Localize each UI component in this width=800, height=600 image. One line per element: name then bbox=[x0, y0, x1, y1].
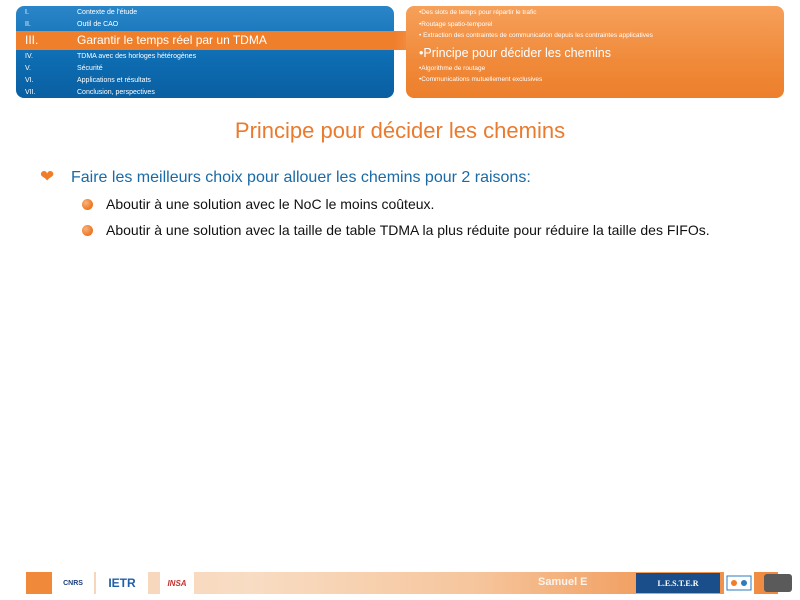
partner-emblem-icon bbox=[724, 572, 754, 594]
section-item-2[interactable]: •Routage spatio-temporel bbox=[419, 21, 493, 28]
outline-item-7[interactable] bbox=[16, 87, 394, 98]
bullet-level2-text: Aboutir à une solution avec le NoC le moins coûteux. bbox=[106, 196, 435, 212]
outline-item-label: Garantir le temps réel par un TDMA bbox=[77, 33, 267, 47]
outline-item-1[interactable] bbox=[16, 7, 394, 18]
outline-item-label: Conclusion, perspectives bbox=[77, 89, 155, 96]
outline-item-number: IV. bbox=[25, 53, 33, 60]
outline-item-4[interactable] bbox=[16, 51, 394, 62]
section-item-4-active[interactable]: •Principe pour décider les chemins bbox=[419, 46, 611, 60]
outline-panel bbox=[16, 6, 394, 98]
outline-item-2[interactable] bbox=[16, 19, 394, 30]
footer-accent-block bbox=[26, 572, 52, 594]
outline-item-number: II. bbox=[25, 21, 31, 28]
cnrs-logo: CNRS bbox=[52, 572, 94, 594]
outline-item-label: Contexte de l'étude bbox=[77, 9, 138, 16]
section-item-3[interactable]: • Extraction des contraintes de communication depuis les contraintes applicatives bbox=[419, 32, 653, 39]
section-item-5[interactable]: •Algorithme de routage bbox=[419, 65, 486, 72]
ietr-logo: IETR bbox=[96, 572, 148, 594]
outline-item-number: III. bbox=[25, 33, 39, 47]
outline-item-number: I. bbox=[25, 9, 29, 16]
section-item-1[interactable]: •Des slots de temps pour répartir le trafic bbox=[419, 9, 537, 16]
outline-item-number: V. bbox=[25, 65, 31, 72]
slide-title: Principe pour décider les chemins bbox=[234, 118, 566, 143]
heart-icon: ❤ bbox=[40, 167, 55, 186]
orange-dot-icon bbox=[82, 199, 93, 210]
partner-logo bbox=[724, 572, 754, 594]
outline-item-label: Outil de CAO bbox=[77, 21, 119, 28]
bullet-level2-text: Aboutir à une solution avec la taille de table TDMA la plus réduite pour réduire la taille des FIFOs. bbox=[106, 222, 710, 238]
bullet-level1-text: Faire les meilleurs choix pour allouer les chemins pour 2 raisons: bbox=[71, 169, 531, 186]
outline-item-label: Applications et résultats bbox=[77, 77, 151, 84]
section-panel bbox=[406, 6, 784, 98]
outline-item-5[interactable] bbox=[16, 63, 394, 74]
outline-item-label: TDMA avec des horloges hétérogènes bbox=[77, 53, 197, 60]
outline-item-label: Sécurité bbox=[77, 65, 103, 72]
lester-logo: L.E.S.T.E.R bbox=[636, 573, 720, 593]
outline-item-3-active[interactable] bbox=[16, 31, 394, 50]
insa-logo: INSA bbox=[160, 572, 194, 594]
section-item-6[interactable]: •Communications mutuellement exclusives bbox=[419, 76, 543, 83]
outline-item-number: VI. bbox=[25, 77, 34, 84]
outline-item-number: VII. bbox=[25, 89, 36, 96]
orange-dot-icon bbox=[82, 225, 93, 236]
outline-item-6[interactable] bbox=[16, 75, 394, 86]
author-name: Samuel E bbox=[538, 576, 588, 588]
page-number-box bbox=[764, 574, 792, 592]
